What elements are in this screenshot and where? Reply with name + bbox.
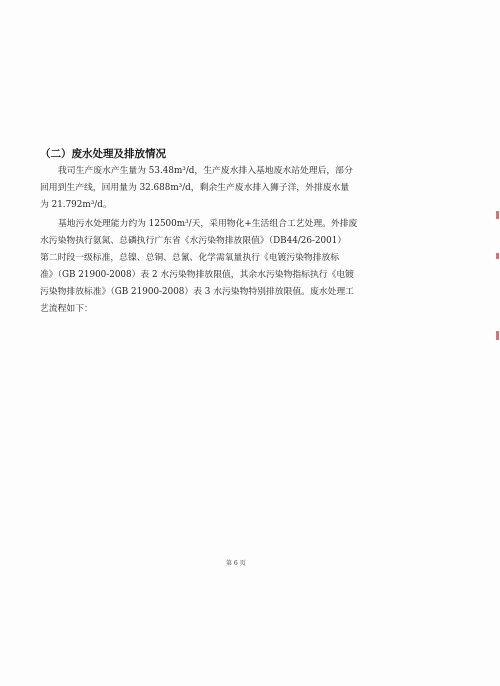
page-number: 第 6 页 bbox=[226, 560, 246, 567]
paragraph-line: 我司生产废水产生量为 53.48m³/d，生产废水排入基地废水站处理后，部分 bbox=[58, 166, 353, 176]
paragraph-line: 为 21.792m³/d。 bbox=[40, 200, 112, 210]
scan-edge-mark bbox=[496, 331, 499, 340]
paragraph-line: 水污染物执行氨氮、总磷执行广东省《水污染物排放限值》（DB44/26-2001） bbox=[40, 236, 347, 246]
paragraph-line: 回用到生产线，回用量为 32.688m³/d，剩余生产废水排入狮子洋，外排废水量 bbox=[40, 183, 350, 193]
paragraph-line: 准》（GB 21900-2008）表 2 水污染物排放限值，其余水污染物指标执行《电镀 bbox=[40, 270, 354, 280]
scan-edge-mark bbox=[496, 211, 499, 219]
paragraph-line: 艺流程如下： bbox=[40, 304, 93, 314]
paragraph-treatment-standards bbox=[40, 216, 458, 318]
paragraph-line: 基地污水处理能力约为 12500m³/天，采用物化+生活组合工艺处理。外排废 bbox=[58, 219, 358, 229]
section-heading: （二）废水处理及排放情况 bbox=[40, 148, 166, 160]
scan-edge-mark bbox=[496, 253, 499, 259]
paragraph-line: 污染物排放标准》（GB 21900-2008）表 3 水污染物特别排放限值。废水处理工 bbox=[40, 287, 354, 297]
paragraph-wastewater-volume bbox=[40, 163, 458, 214]
paragraph-line: 第二时段一级标准，总镍、总铜、总氰、化学需氧量执行《电镀污染物排放标 bbox=[40, 253, 340, 263]
